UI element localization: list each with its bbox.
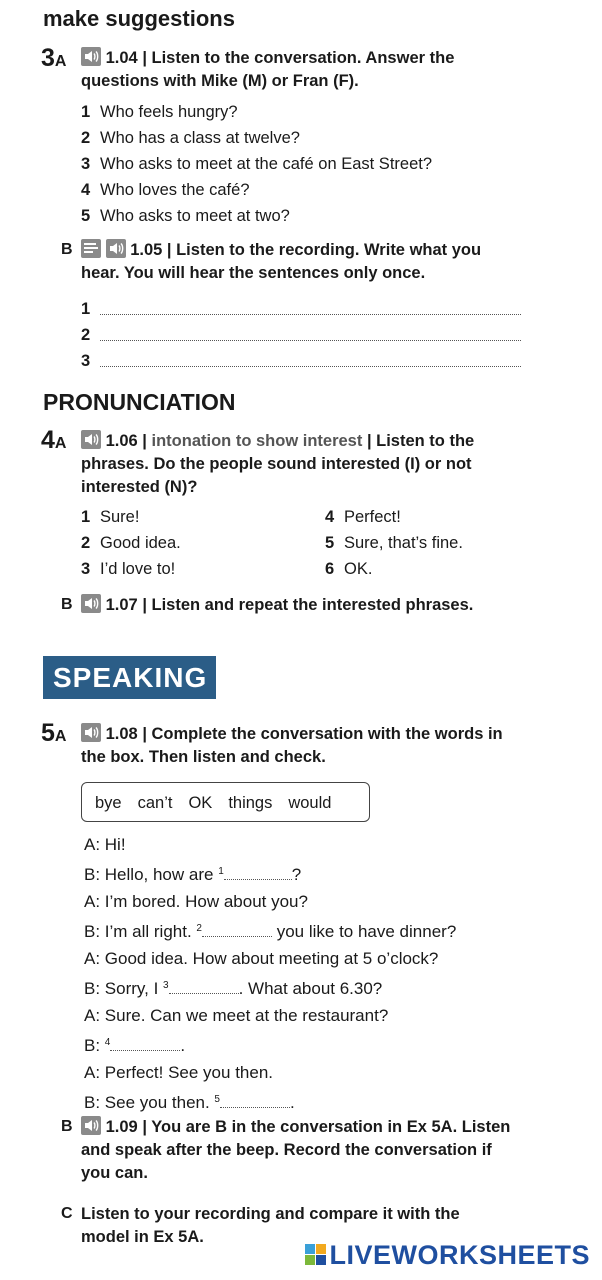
gap-field[interactable] xyxy=(169,993,239,994)
list-item: 2 Good idea. xyxy=(81,534,181,552)
exercise-5b-instruction xyxy=(81,1116,561,1185)
exercise-4a-instruction: 1.06 | intonation to show interest | Listen to the phrases. Do the people sound interested (I) or not interested (N)? xyxy=(81,432,475,496)
word-option: can’t xyxy=(137,794,173,812)
list-item: 5 Who asks to meet at two? xyxy=(81,207,290,225)
instruction-line: | Complete the conversation with the words in xyxy=(142,725,503,743)
answer-field[interactable] xyxy=(100,313,521,315)
instruction-line: | Listen to the xyxy=(366,432,475,450)
instruction-line: you can. xyxy=(81,1164,148,1182)
exercise-letter: B xyxy=(61,596,73,613)
instruction-line: | You are B in the conversation in Ex 5A. Listen xyxy=(142,1118,511,1136)
exercise-letter: A xyxy=(54,435,67,452)
focus-label: intonation to show interest xyxy=(151,432,363,450)
logo-text: LIVEWORKSHEETS xyxy=(329,1240,590,1270)
track-number: 1.04 xyxy=(105,49,138,67)
word-option: bye xyxy=(95,794,122,812)
instruction-line: the box. Then listen and check. xyxy=(81,748,326,766)
phrase-list-left xyxy=(81,504,181,582)
liveworksheets-logo xyxy=(305,1240,590,1271)
section-heading: make suggestions xyxy=(43,6,235,31)
list-item: 5 Sure, that’s fine. xyxy=(325,534,463,552)
word-box xyxy=(81,782,370,822)
conversation-line: A: Good idea. How about meeting at 5 o’clock? xyxy=(84,949,439,968)
instruction-line: interested (N)? xyxy=(81,478,198,496)
exercise-letter: B xyxy=(61,241,73,258)
answer-lines xyxy=(81,293,521,371)
answer-line: 2 xyxy=(81,319,521,345)
conversation-line: A: Sure. Can we meet at the restaurant? xyxy=(84,1006,389,1025)
exercise-3b-instruction xyxy=(81,239,551,285)
gap-field[interactable] xyxy=(110,1050,180,1051)
exercise-4b-instruction xyxy=(81,594,561,617)
instruction-line: questions with Mike (M) or Fran (F). xyxy=(81,72,359,90)
instruction-line: Listen to your recording and compare it with the xyxy=(81,1205,460,1223)
list-item: 1 Who feels hungry? xyxy=(81,103,238,121)
conversation xyxy=(84,831,554,1116)
exercise-letter: B xyxy=(61,1118,73,1135)
list-item: 6 OK. xyxy=(325,560,373,578)
conversation-line: B: I’m all right. $^2$ you like to have dinner? xyxy=(84,922,457,941)
list-item: 4 Who loves the café? xyxy=(81,181,250,199)
word-option: things xyxy=(228,794,273,812)
conversation-line: A: I’m bored. How about you? xyxy=(84,892,308,911)
conversation-line: B: Sorry, I $^3$ . What about 6.30? xyxy=(84,979,383,998)
instruction-line: phrases. Do the people sound interested (I) or not xyxy=(81,455,472,473)
list-item: 1 Sure! xyxy=(81,508,140,526)
exercise-number: 3 xyxy=(41,44,55,72)
track-number: 1.05 xyxy=(130,241,163,259)
conversation-line: A: Perfect! See you then. xyxy=(84,1063,274,1082)
track-number: 1.08 xyxy=(105,725,138,743)
gap-field[interactable] xyxy=(220,1107,290,1108)
track-number: 1.07 xyxy=(105,596,138,614)
audio-icon[interactable] xyxy=(81,47,101,66)
gap-field[interactable] xyxy=(224,879,292,880)
section-title: PRONUNCIATION xyxy=(43,389,236,415)
instruction-line: | Listen to the recording. Write what you xyxy=(166,241,482,259)
word-option: would xyxy=(288,794,332,812)
instruction-line: and speak after the beep. Record the conversation if xyxy=(81,1141,492,1159)
audio-icon[interactable] xyxy=(81,1116,101,1135)
instruction-line: | Listen and repeat the interested phrases. xyxy=(142,596,474,614)
speaking-banner: SPEAKING xyxy=(43,656,216,699)
logo-icon xyxy=(305,1244,327,1266)
gap-field[interactable] xyxy=(202,936,272,937)
phrase-list-right xyxy=(325,504,463,582)
exercise-3a-instruction xyxy=(81,47,551,93)
audio-icon[interactable] xyxy=(81,594,101,613)
instruction-line: | Listen to the conversation. Answer the xyxy=(142,49,455,67)
list-item: 3 I’d love to! xyxy=(81,560,176,578)
conversation-line: B: $^4$ . xyxy=(84,1036,186,1055)
exercise-5a-instruction xyxy=(81,723,561,769)
exercise-4a-header xyxy=(41,426,66,455)
exercise-number: 5 xyxy=(41,719,55,747)
audio-icon[interactable] xyxy=(81,723,101,742)
text-icon xyxy=(81,239,101,258)
word-option: OK xyxy=(188,794,213,812)
exercise-number: 4 xyxy=(41,426,55,454)
conversation-line: B: Hello, how are $^1$ ? xyxy=(84,865,302,884)
list-item: 3 Who asks to meet at the café on East Street? xyxy=(81,155,433,173)
exercise-letter: C xyxy=(61,1205,73,1222)
track-number: 1.06 xyxy=(105,432,138,450)
list-item: 2 Who has a class at twelve? xyxy=(81,129,300,147)
exercise-letter: A xyxy=(54,53,67,70)
track-number: 1.09 xyxy=(105,1118,138,1136)
instruction-line: model in Ex 5A. xyxy=(81,1228,204,1246)
audio-icon[interactable] xyxy=(81,430,101,449)
answer-line: 1 xyxy=(81,293,521,319)
instruction-line: hear. You will hear the sentences only once. xyxy=(81,264,426,282)
exercise-5a-header xyxy=(41,719,66,748)
list-item: 4 Perfect! xyxy=(325,508,401,526)
conversation-line: A: Hi! xyxy=(84,835,126,854)
question-list xyxy=(81,99,432,229)
exercise-letter: A xyxy=(54,728,67,745)
answer-field[interactable] xyxy=(100,365,521,367)
answer-field[interactable] xyxy=(100,339,521,341)
exercise-3a-header xyxy=(41,44,66,73)
audio-icon[interactable] xyxy=(106,239,126,258)
conversation-line: B: See you then. $^5$ . xyxy=(84,1093,295,1112)
answer-line: 3 xyxy=(81,345,521,371)
